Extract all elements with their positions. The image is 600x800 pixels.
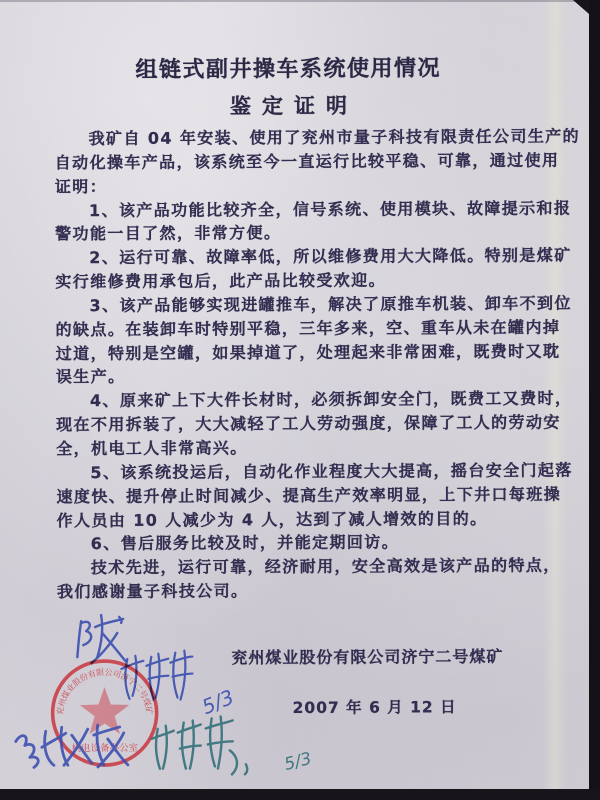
document-subtitle: 鉴定证明 (229, 93, 359, 119)
body-line: 我矿自 04 年安装、使用了兖州市量子科技有限责任公司生产的 (88, 126, 581, 149)
body-line: 警功能一目了然，非常方便。 (55, 223, 282, 244)
handwritten-signature-3 (152, 716, 248, 774)
body-line: 6、售后服务比较及时，并能定期回访。 (90, 532, 400, 554)
body-line: 全，机电工人非常高兴。 (56, 438, 248, 459)
body-line: 误生产。 (55, 367, 126, 387)
handwritten-date-2: 5/3 (282, 748, 314, 775)
body-line: 过道，特别是空罐，如果掉道了，处理起来非常困难，既费时又耽 (55, 341, 561, 363)
official-red-stamp (52, 661, 157, 766)
document-date: 2007 年 6 月 12 日 (292, 698, 457, 718)
stamp-arc-text: 兖州煤业股份有限公司济宁二号煤矿 (54, 666, 155, 716)
body-line: 作人员由 10 人减少为 4 人，达到了减人增效的目的。 (56, 508, 488, 530)
scan-corner-top-right (573, 0, 589, 14)
body-line: 的缺点。在装卸车时特别平稳，三年多来，空、重车从未在罐内掉 (55, 317, 561, 340)
body-line: 速度快、提升停止时间减少、提高生产效率明显，上下井口每班操 (56, 484, 562, 506)
body-line: 5、该系统投运后，自动化作业程度大大提高，摇台安全门起落 (90, 460, 573, 482)
body-line: 证明： (54, 176, 108, 196)
body-line: 现在不用拆装了，大大减轻了工人劳动强度，保障了工人的劳动安 (56, 412, 561, 435)
signature-organization: 兖州煤业股份有限公司济宁二号煤矿 (231, 646, 504, 668)
stamp-and-signatures-layer (1, 596, 600, 800)
body-line: 2、运行可靠、故障率低，所以维修费用大大降低。特别是煤矿 (89, 245, 572, 268)
scan-edge-bottom (0, 789, 600, 800)
document-title: 组链式副井操车系统使用情况 (135, 56, 442, 83)
scan-edge-top (0, 0, 600, 2)
stamp-star-icon (80, 687, 130, 734)
body-line: 3、该产品能够实现进罐推车，解决了原推车机装、卸车不到位 (89, 293, 572, 316)
body-line: 自动化操车产品，该系统至今一直运行比较平稳、可靠，通过使用 (54, 150, 560, 173)
stamp-center-text: 机电设备办公室 (71, 742, 139, 755)
body-line: 4、原来矿上下大件长材时，必须拆卸安全门，既费工又费时， (89, 388, 573, 411)
handwritten-date-1: 5/3 (198, 684, 238, 720)
document-body (54, 125, 581, 604)
body-line: 1、该产品功能比较齐全，信号系统、使用模块、故障提示和报 (88, 198, 572, 220)
body-line: 我们感谢量子科技公司。 (56, 581, 249, 602)
handwritten-signature-1 (77, 615, 125, 663)
body-line: 实行维修费用承包后，此产品比较受欢迎。 (55, 270, 387, 292)
scan-edge-right (589, 0, 600, 800)
body-line: 技术先进，运行可靠，经济耐用，安全高效是该产品的特点， (90, 555, 561, 578)
